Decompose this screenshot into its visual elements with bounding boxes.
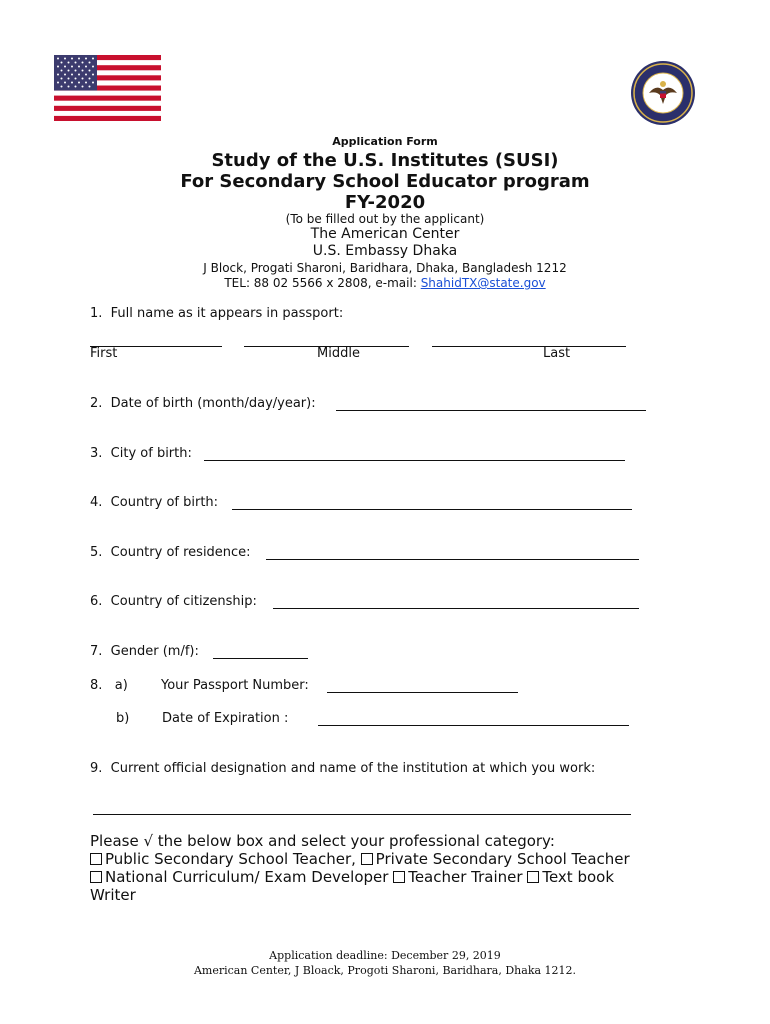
title-line-2: For Secondary School Educator program [180,171,590,192]
category-prompt: Please √ the below box and select your professional category: [90,832,555,850]
first-label: First [90,346,118,361]
contact-line [0,276,770,290]
last-label: Last [543,346,571,361]
q8b-label: Date of Expiration : [162,711,289,726]
option-teacher-trainer: Teacher Trainer [408,868,523,886]
checkbox-curriculum-developer[interactable] [90,871,102,883]
title-line-3: FY-2020 [344,192,426,213]
middle-label: Middle [317,346,360,361]
last-name-field[interactable] [432,346,626,347]
fill-note: (To be filled out by the applicant) [285,212,485,226]
category-row-1 [90,850,630,868]
country-of-residence-field[interactable] [266,559,639,560]
title-line-1: Study of the U.S. Institutes (SUSI) [211,150,559,171]
footer-address: American Center, J Bloack, Progoti Sharoni, Baridhara, Dhaka 1212. [193,964,577,977]
us-flag-icon [54,55,161,121]
checkbox-public-teacher[interactable] [90,853,102,865]
org-name: The American Center [310,226,460,242]
contact-prefix: TEL: 88 02 5566 x 2808, e-mail: [224,276,421,290]
passport-number-field[interactable] [327,692,518,693]
q8b-number: b) [116,711,130,726]
q9-label: 9. Current official designation and name of the institution at which you work: [90,761,596,776]
q5-label: 5. Country of residence: [90,545,251,560]
option-textbook-writer-cont: Writer [90,886,136,904]
category-row-2 [90,868,614,886]
department-of-state-seal-icon [630,60,696,126]
city-of-birth-field[interactable] [204,460,625,461]
checkbox-teacher-trainer[interactable] [393,871,405,883]
q2-label: 2. Date of birth (month/day/year): [90,396,316,411]
q6-label: 6. Country of citizenship: [90,594,257,609]
q7-label: 7. Gender (m/f): [90,644,199,659]
email-link[interactable]: ShahidTX@state.gov [420,276,546,290]
org-unit: U.S. Embassy Dhaka [312,243,458,259]
passport-expiration-field[interactable] [318,725,629,726]
q4-label: 4. Country of birth: [90,495,219,510]
date-of-birth-field[interactable] [336,410,646,411]
address-line: J Block, Progati Sharoni, Baridhara, Dhaka, Bangladesh 1212 [203,261,567,275]
gender-field[interactable] [213,658,308,659]
designation-field[interactable] [93,814,631,815]
option-curriculum-developer: National Curriculum/ Exam Developer [105,868,389,886]
checkbox-private-teacher[interactable] [361,853,373,865]
country-of-birth-field[interactable] [232,509,632,510]
option-private-teacher: Private Secondary School Teacher [375,850,630,868]
country-of-citizenship-field[interactable] [273,608,639,609]
q3-label: 3. City of birth: [90,446,192,461]
q8a-number: 8. a) [90,678,128,693]
form-label: Application Form [332,135,438,148]
option-textbook-writer: Text book [542,868,615,886]
checkbox-textbook-writer[interactable] [527,871,539,883]
footer-deadline: Application deadline: December 29, 2019 [269,949,501,962]
option-public-teacher: Public Secondary School Teacher, [105,850,356,868]
q8a-label: Your Passport Number: [161,678,309,693]
q1-label: 1. Full name as it appears in passport: [90,306,344,321]
